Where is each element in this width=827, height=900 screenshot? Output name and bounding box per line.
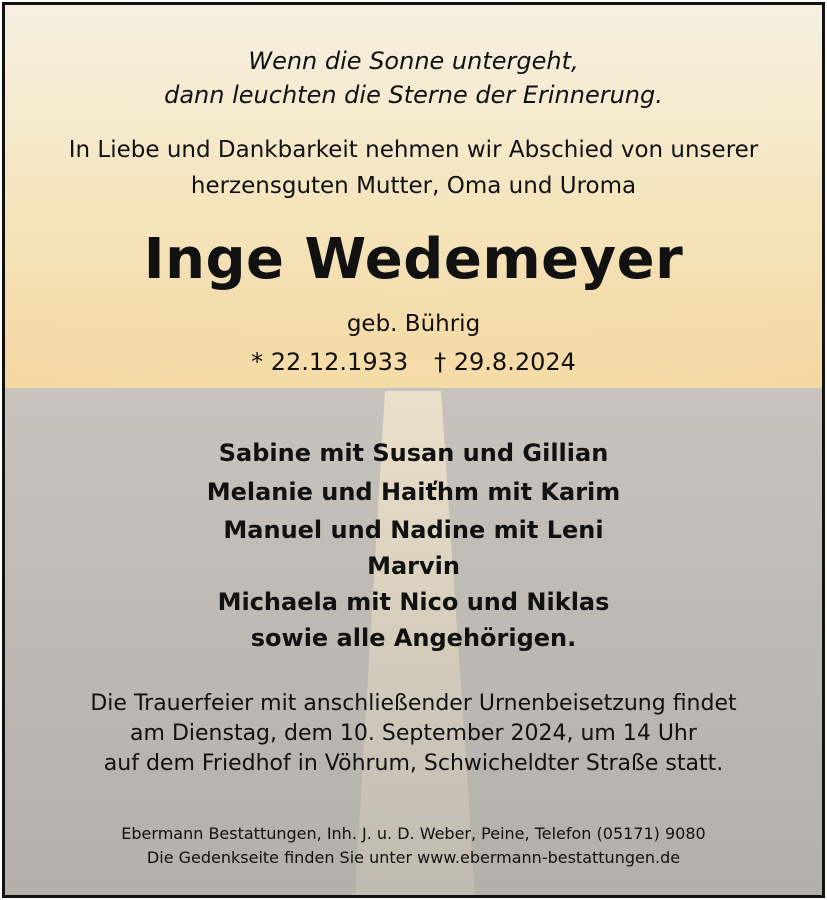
funeral-notice-line-3: auf dem Friedhof in Vöhrum, Schwicheldter Straße statt.	[103, 751, 724, 776]
birth-date: * 22.12.1933	[251, 348, 409, 376]
life-dates	[5, 348, 822, 376]
family-member-line: Michaela mit Nico und Niklas	[217, 588, 610, 616]
family-member-line: Marvin	[367, 552, 460, 580]
intro-line-2: herzensguten Mutter, Oma und Uroma	[190, 173, 637, 199]
obituary-card	[2, 2, 825, 898]
family-member-line: sowie alle Angehörigen.	[250, 624, 577, 652]
funeral-notice-line-2: am Dienstag, dem 10. September 2024, um 14 Uhr	[130, 721, 697, 746]
deceased-name: Inge Wedemeyer	[143, 227, 684, 292]
family-member-line: Melanie und Haiťhm mit Karim	[206, 478, 621, 506]
family-member-line: Sabine mit Susan und Gillian	[218, 439, 609, 467]
death-date: † 29.8.2024	[434, 348, 576, 376]
undertaker-info: Ebermann Bestattungen, Inh. J. u. D. Weber, Peine, Telefon (05171) 9080	[121, 824, 706, 843]
quote-line-2: dann leuchten die Sterne der Erinnerung.	[164, 81, 663, 109]
birth-name: geb. Bührig	[346, 311, 481, 337]
funeral-notice-line-1: Die Trauerfeier mit anschließender Urnenbeisetzung findet	[90, 691, 737, 716]
family-member-line: Manuel und Nadine mit Leni	[223, 516, 604, 544]
memorial-page-info: Die Gedenkseite finden Sie unter www.ebermann-bestattungen.de	[146, 848, 681, 867]
intro-line-1: In Liebe und Dankbarkeit nehmen wir Abschied von unserer	[68, 137, 759, 163]
quote-line-1: Wenn die Sonne untergeht,	[248, 47, 579, 75]
